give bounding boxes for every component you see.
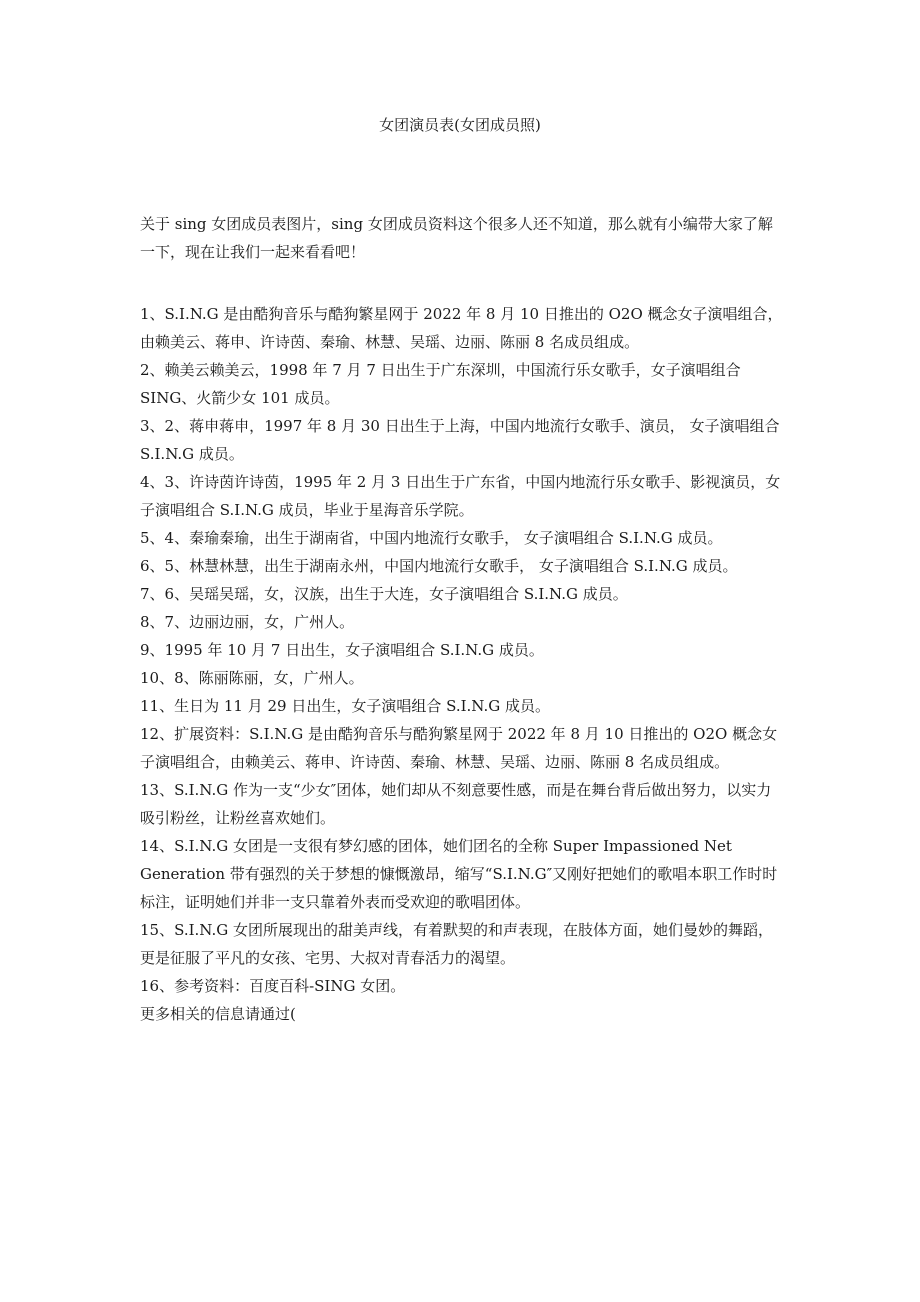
- list-item: 8、7、边丽边丽，女，广州人。: [140, 613, 355, 631]
- list-item: 16、参考资料：百度百科-SING 女团。: [140, 977, 406, 995]
- closing-line: 更多相关的信息请通过(: [140, 1005, 296, 1023]
- intro-paragraph: 关于 sing 女团成员表图片，sing 女团成员资料这个很多人还不知道，那么就有小编带大家了解一下，现在让我们一起来看看吧！: [140, 215, 773, 261]
- document-body: [140, 210, 785, 1028]
- list-item: 12、扩展资料：S.I.N.G 是由酷狗音乐与酷狗繁星网于 2022 年 8 月 10 日推出的 O2O 概念女子演唱组合，由赖美云、蒋申、许诗茵、秦瑜、林慧、吴瑶、边丽、陈丽 8 名成员组成。: [140, 725, 778, 771]
- list-item: 15、S.I.N.G 女团所展现出的甜美声线，有着默契的和声表现，在肢体方面，她们曼妙的舞蹈，更是征服了平凡的女孩、宅男、大叔对青春活力的渴望。: [140, 921, 773, 967]
- list-item: 13、S.I.N.G 作为一支“少女″团体，她们却从不刻意要性感，而是在舞台背后做出努力，以实力吸引粉丝，让粉丝喜欢她们。: [140, 781, 772, 827]
- list-item: 2、赖美云赖美云，1998 年 7 月 7 日出生于广东深圳，中国流行乐女歌手，女子演唱组合 SING、火箭少女 101 成员。: [140, 361, 741, 407]
- list-item: 4、3、许诗茵许诗茵，1995 年 2 月 3 日出生于广东省，中国内地流行乐女歌手、影视演员，女子演唱组合 S.I.N.G 成员，毕业于星海音乐学院。: [140, 473, 781, 519]
- list-item: 1、S.I.N.G 是由酷狗音乐与酷狗繁星网于 2022 年 8 月 10 日推出的 O2O 概念女子演唱组合，由赖美云、蒋申、许诗茵、秦瑜、林慧、吴瑶、边丽、陈丽 8 名成员组成。: [140, 305, 783, 351]
- list-item: 7、6、吴瑶吴瑶，女，汉族，出生于大连，女子演唱组合 S.I.N.G 成员。: [140, 585, 628, 603]
- list-item: 9、1995 年 10 月 7 日出生，女子演唱组合 S.I.N.G 成员。: [140, 641, 544, 659]
- document-title: 女团演员表(女团成员照): [379, 116, 541, 134]
- list-item: 6、5、林慧林慧，出生于湖南永州，中国内地流行女歌手， 女子演唱组合 S.I.N.G 成员。: [140, 557, 738, 575]
- list-item: 3、2、蒋申蒋申，1997 年 8 月 30 日出生于上海，中国内地流行女歌手、演员， 女子演唱组合 S.I.N.G 成员。: [140, 417, 780, 463]
- list-item: 5、4、秦瑜秦瑜，出生于湖南省，中国内地流行女歌手， 女子演唱组合 S.I.N.G 成员。: [140, 529, 723, 547]
- list-item: 14、S.I.N.G 女团是一支很有梦幻感的团体，她们团名的全称 Super Impassioned Net Generation 带有强烈的关于梦想的慷慨激昂，缩写“S.I.N.G″又刚好把她们的歌唱本职工作时时标注，证明她们并非一支只靠着外表而受欢迎的歌唱团体。: [140, 837, 778, 911]
- list-item: 11、生日为 11 月 29 日出生，女子演唱组合 S.I.N.G 成员。: [140, 697, 550, 715]
- list-item: 10、8、陈丽陈丽，女，广州人。: [140, 669, 364, 687]
